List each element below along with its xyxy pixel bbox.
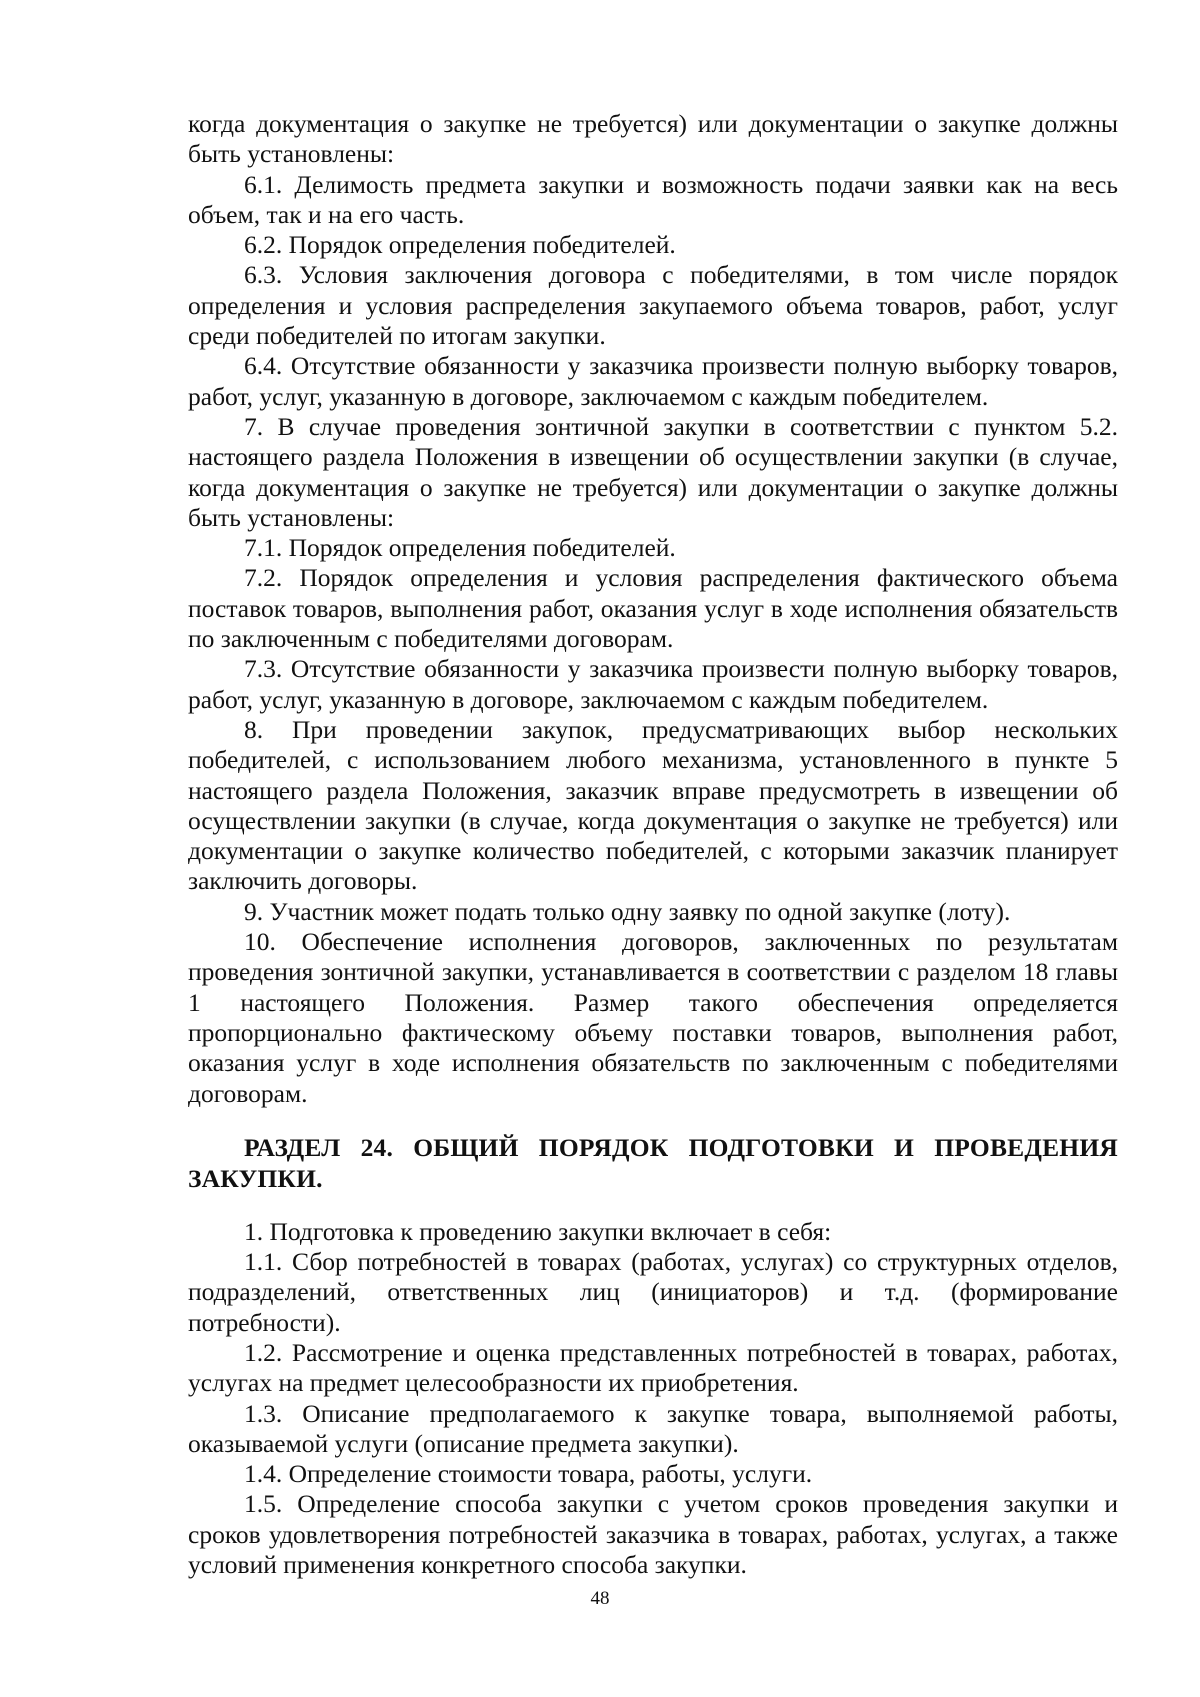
paragraph-1: 1. Подготовка к проведению закупки включает в себя: xyxy=(244,1216,832,1246)
paragraph-7-2: 7.2. Порядок определения и условия распределения фактического объема поставок товаров, выполнения работ, оказания услуг в ходе исполнения обязательств по заключенным с победителями договорам. xyxy=(188,563,1118,654)
paragraph-6-2: 6.2. Порядок определения победителей. xyxy=(244,230,676,260)
paragraph-1-1: 1.1. Сбор потребностей в товарах (работах, услугах) со структурных отделов, подразделений, ответственных лиц (инициаторов) и т.д. (формирование потребности). xyxy=(188,1247,1118,1337)
paragraph-7-3: 7.3. Отсутствие обязанности у заказчика произвести полную выборку товаров, работ, услуг, указанную в договоре, заключаемом с каждым победителем. xyxy=(188,654,1118,714)
paragraph-1-5: 1.5. Определение способа закупки с учетом сроков проведения закупки и сроков удовлетворения потребностей заказчика в товарах, работах, услугах, а также условий применения конкретного способа закупки. xyxy=(188,1489,1118,1580)
section-heading: РАЗДЕЛ 24. ОБЩИЙ ПОРЯДОК ПОДГОТОВКИ И ПРОВЕДЕНИЯ ЗАКУПКИ. xyxy=(188,1132,1118,1193)
paragraph-6-1: 6.1. Делимость предмета закупки и возможность подачи заявки как на весь объем, так и на его часть. xyxy=(188,169,1118,229)
paragraph-1-4: 1.4. Определение стоимости товара, работы, услуги. xyxy=(244,1459,813,1489)
paragraph-1-2: 1.2. Рассмотрение и оценка представленных потребностей в товарах, работах, услугах на предмет целесообразности их приобретения. xyxy=(188,1337,1118,1398)
paragraph-6-3: 6.3. Условия заключения договора с победителями, в том числе порядок определения и условия распределения закупаемого объема товаров, работ, услуг среди победителей по итогам закупки. xyxy=(188,260,1118,351)
paragraph-9: 9. Участник может подать только одну заявку по одной закупке (лоту). xyxy=(244,896,1011,926)
paragraph-continuation: когда документация о закупке не требуется) или документации о закупке должны быть установлены: xyxy=(188,109,1118,169)
paragraph-7: 7. В случае проведения зонтичной закупки в соответствии с пунктом 5.2. настоящего раздела Положения в извещении об осуществлении закупки (в случае, когда документация о закупке не требуется) или документации о закупке должны быть установлены: xyxy=(188,411,1118,532)
paragraph-7-1: 7.1. Порядок определения победителей. xyxy=(244,533,676,563)
document-page xyxy=(188,109,1118,1580)
page-number: 48 xyxy=(590,1588,610,1609)
paragraph-10: 10. Обеспечение исполнения договоров, заключенных по результатам проведения зонтичной закупки, устанавливается в соответствии с разделом 18 главы 1 настоящего Положения. Размер такого обеспечения определяется пропорционально фактическому объему поставки товаров, выполнения работ, оказания услуг в ходе исполнения обязательств по заключенным с победителями договорам. xyxy=(188,927,1118,1108)
paragraph-8: 8. При проведении закупок, предусматривающих выбор нескольких победителей, с использованием любого механизма, установленного в пункте 5 настоящего раздела Положения, заказчик вправе предусмотреть в извещении об осуществлении закупки (в случае, когда документация о закупке не требуется) или документации о закупке количество победителей, с которыми заказчик планирует заключить договоры. xyxy=(188,714,1118,896)
paragraph-6-4: 6.4. Отсутствие обязанности у заказчика произвести полную выборку товаров, работ, услуг, указанную в договоре, заключаемом с каждым победителем. xyxy=(188,351,1118,411)
paragraph-1-3: 1.3. Описание предполагаемого к закупке товара, выполняемой работы, оказываемой услуги (описание предмета закупки). xyxy=(188,1398,1118,1458)
